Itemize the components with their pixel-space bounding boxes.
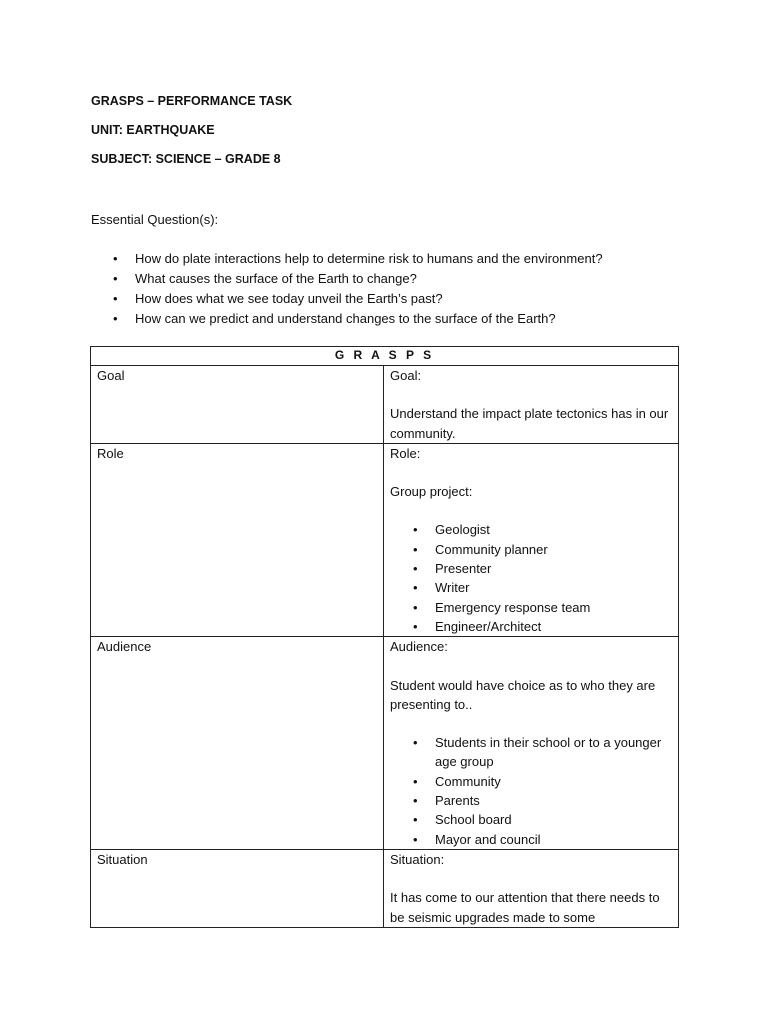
audience-intro: Student would have choice as to who they are presenting to.. — [390, 677, 656, 712]
goal-heading: Goal: — [390, 368, 422, 383]
situation-heading: Situation: — [390, 851, 445, 867]
subject-line: SUBJECT: SCIENCE – GRADE 8 — [91, 152, 281, 166]
role-item: • Emergency response team — [390, 598, 672, 617]
audience-item: • School board — [390, 810, 672, 829]
situation-label: Situation — [91, 849, 384, 927]
goal-row — [91, 366, 679, 444]
grasps-table-title: G R A S P S — [91, 347, 679, 366]
grasps-table — [90, 346, 679, 928]
audience-heading: Audience: — [390, 639, 448, 655]
role-item: • Geologist — [390, 520, 672, 539]
role-item: • Writer — [390, 578, 672, 597]
goal-text: Understand the impact plate tectonics has in our community. — [390, 406, 669, 441]
goal-label: Goal — [91, 366, 384, 444]
unit-line: UNIT: EARTHQUAKE — [91, 123, 215, 137]
audience-list — [390, 733, 672, 849]
role-item: • Presenter — [390, 559, 672, 578]
essential-question: • How does what we see today unveil the Earth’s past? — [91, 290, 711, 310]
audience-cell — [384, 637, 679, 850]
role-item: • Community planner — [390, 540, 672, 559]
document-title: GRASPS – PERFORMANCE TASK — [91, 94, 293, 108]
role-label: Role — [91, 443, 384, 636]
audience-item: • Mayor and council — [390, 830, 672, 849]
essential-question: • How can we predict and understand changes to the surface of the Earth? — [91, 310, 711, 330]
essential-questions-list — [91, 250, 711, 330]
role-intro: Group project: — [390, 484, 473, 500]
situation-row — [91, 849, 679, 927]
role-list — [390, 520, 672, 636]
role-heading: Role: — [390, 445, 421, 461]
role-cell — [384, 443, 679, 636]
audience-row — [91, 637, 679, 850]
situation-cell — [384, 849, 679, 927]
role-item: • Engineer/Architect — [390, 617, 672, 636]
audience-item: • Community — [390, 772, 672, 791]
audience-label: Audience — [91, 637, 384, 850]
audience-item: • Parents — [390, 791, 672, 810]
essential-questions-label: Essential Question(s): — [91, 212, 219, 227]
role-row — [91, 443, 679, 636]
grasps-title-row — [91, 347, 679, 366]
essential-question: • How do plate interactions help to determine risk to humans and the environment? — [91, 250, 711, 270]
audience-item: • Students in their school or to a younger age group — [390, 733, 672, 772]
goal-cell — [384, 366, 679, 444]
essential-question: • What causes the surface of the Earth to change? — [91, 270, 711, 290]
situation-text: It has come to our attention that there needs to be seismic upgrades made to some — [390, 890, 660, 925]
